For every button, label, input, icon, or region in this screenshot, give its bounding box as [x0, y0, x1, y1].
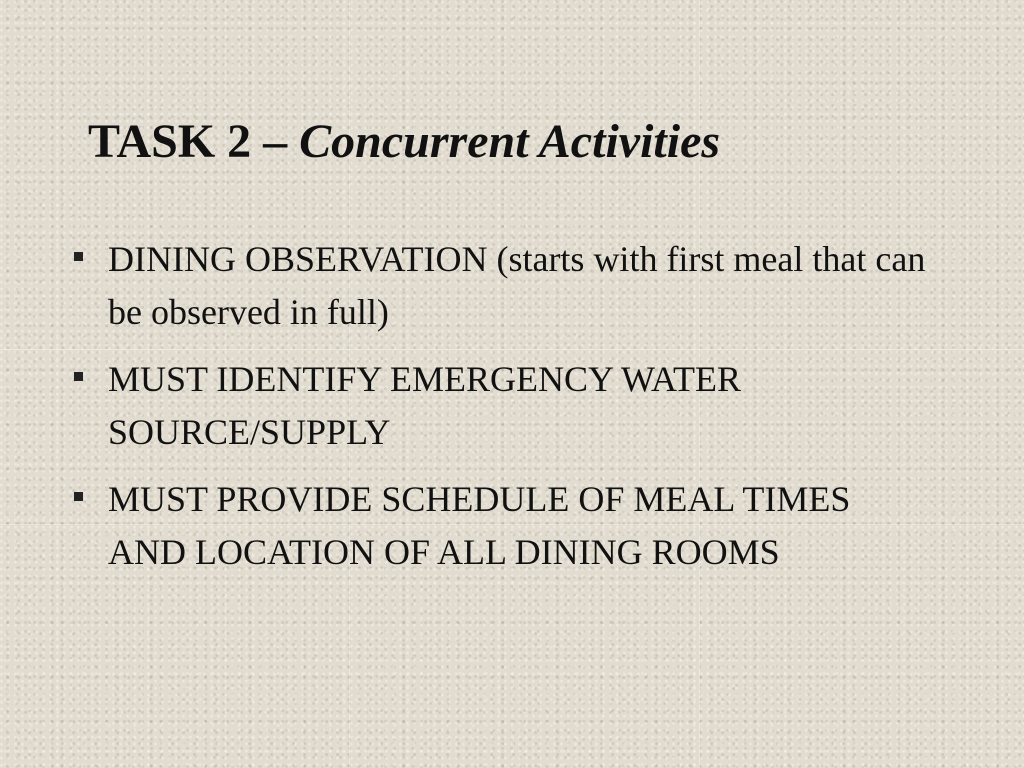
square-bullet-icon [74, 252, 83, 261]
square-bullet-icon [74, 492, 83, 501]
slide-title-main: TASK 2 – [88, 115, 300, 168]
bullet-item [70, 353, 930, 459]
bullet-text: MUST PROVIDE SCHEDULE OF MEAL TIMES AND LOCATION OF ALL DINING ROOMS [108, 479, 851, 572]
bullet-item [70, 473, 930, 579]
slide-title-italic: Concurrent Activities [299, 115, 721, 168]
bullet-list [70, 233, 930, 593]
bullet-item [70, 233, 930, 339]
bullet-text: DINING OBSERVATION (starts with first meal that can be observed in full) [108, 239, 926, 332]
slide-title [88, 112, 720, 172]
square-bullet-icon [74, 372, 83, 381]
bullet-text: MUST IDENTIFY EMERGENCY WATER SOURCE/SUPPLY [108, 359, 742, 452]
